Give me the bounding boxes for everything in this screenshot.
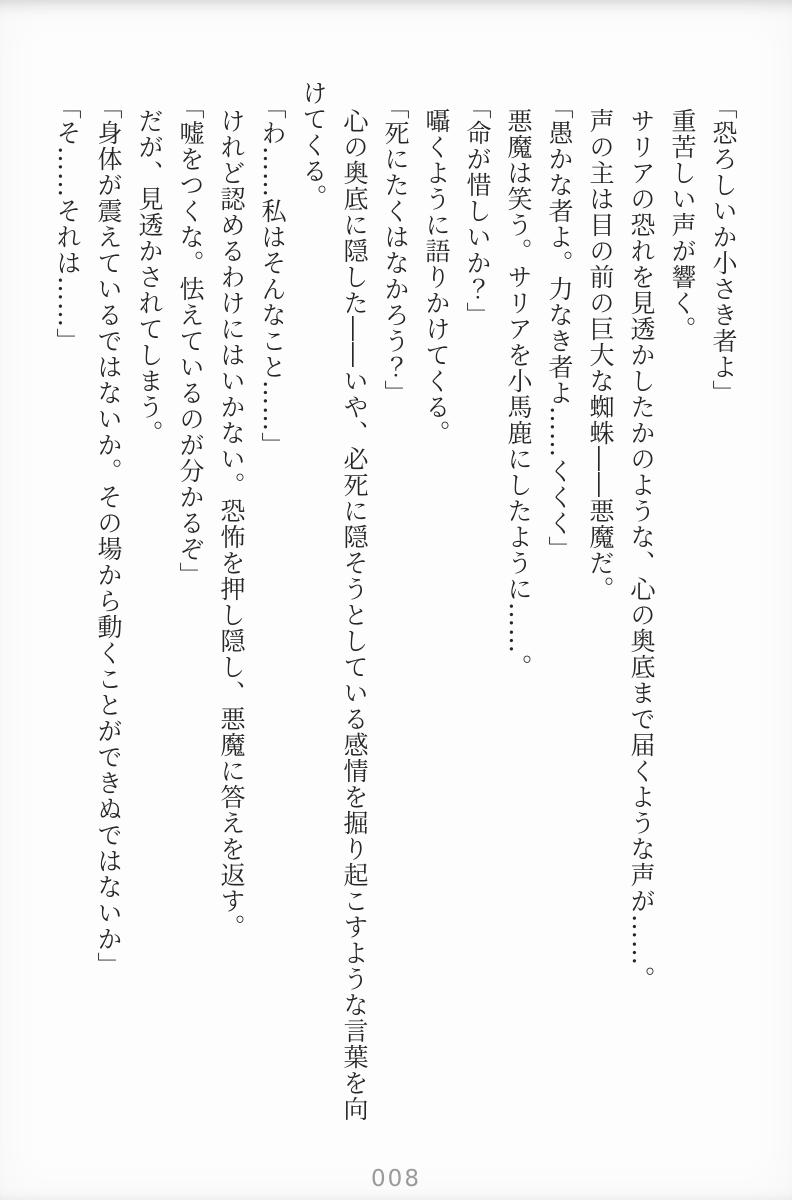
paragraph: 重苦しい声が響く。	[668, 107, 697, 342]
paragraph: 「そ……それは……」	[53, 93, 82, 354]
paragraph: 「命が惜しいか？」	[463, 93, 492, 328]
paragraph: だが、見透かされてしまう。	[135, 107, 164, 446]
paragraph: 悪魔は笑う。サリアを小馬鹿にしたように……。	[504, 107, 533, 680]
paragraph: 「愚かな者よ。力なき者よ……くくく」	[545, 93, 574, 562]
paragraph: 「身体が震えているではないか。その場から動くことができぬではないか」	[94, 93, 123, 978]
paragraph: 「わ……私はそんなこと……」	[258, 93, 287, 458]
paragraph: けれど認めるわけにはいかない。恐怖を押し隠し、悪魔に答えを返す。	[217, 107, 246, 940]
paragraph: 声の主は目の前の巨大な蜘蛛――悪魔だ。	[586, 107, 615, 602]
paragraph: 「死にたくはなかろう？」	[381, 93, 410, 406]
page-number: 008	[371, 1166, 421, 1192]
paragraph: 心の奥底に隠した――いや、必死に隠そうとしている感情を掘り起こすような言葉を向けてくる。	[299, 80, 369, 1122]
paragraph: 囁くように語りかけてくる。	[422, 107, 451, 446]
paragraph: サリアの恐れを見透かしたかのような、心の奥底まで届くような声が……。	[627, 107, 656, 992]
paragraph: 「恐ろしいか小さき者よ」	[709, 93, 738, 406]
paragraph: 「嘘をつくな。怯えているのが分かるぞ」	[176, 93, 205, 588]
vertical-text-body	[44, 80, 744, 1128]
